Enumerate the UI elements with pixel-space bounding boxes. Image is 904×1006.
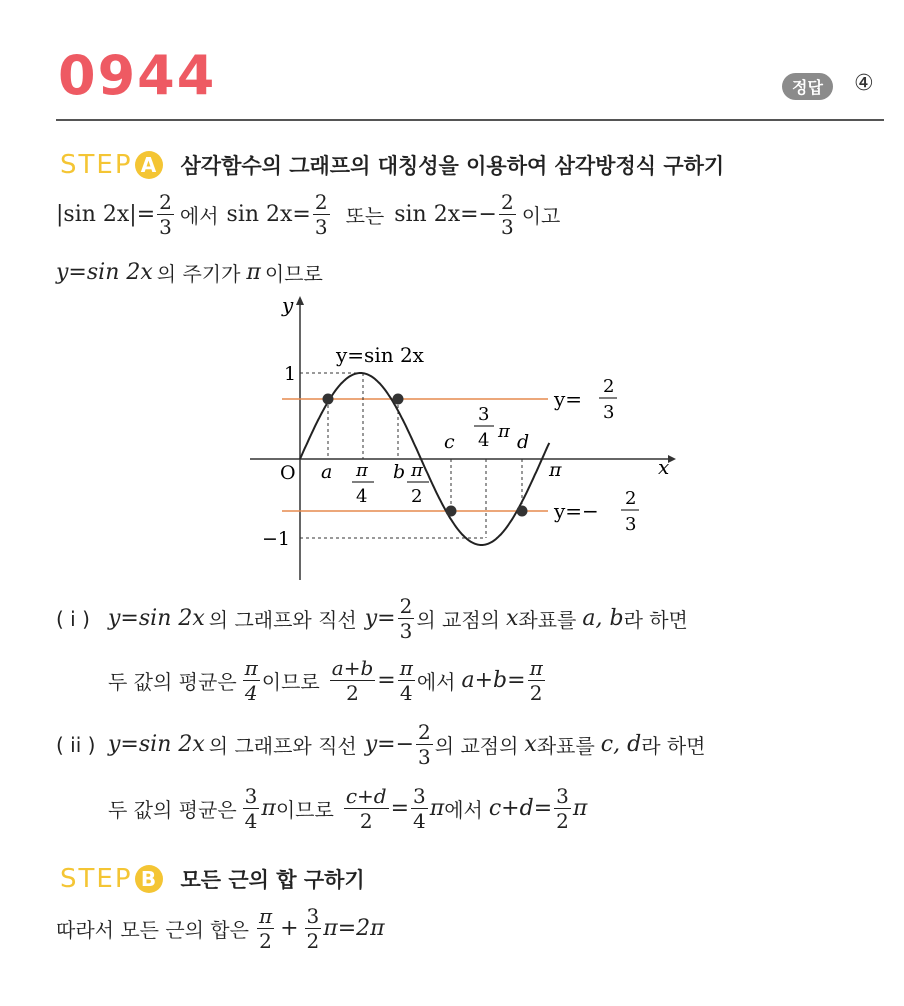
equation-line-2 [56, 258, 323, 287]
step-b-letter-icon: B [135, 865, 163, 893]
line-bottom-num: 2 [625, 488, 637, 509]
curve-label: y=sin 2x [336, 343, 424, 367]
line-bottom-label: y=− [554, 499, 599, 523]
answer-label-badge: 정답 [782, 73, 833, 100]
case-i-marker: ( i ) [56, 606, 90, 631]
case-i-fraction: $\frac{2}{3}$ [399, 594, 413, 643]
label-c: c [444, 431, 455, 453]
case-i-text3: 좌표를 [518, 608, 577, 632]
intersection-point-d [517, 506, 528, 517]
conclusion-line [56, 906, 385, 951]
case-i-text4: 라 하면 [623, 608, 688, 632]
case-ii-avg-fraction: $\frac{3}{4}$ [244, 784, 258, 833]
y-axis-arrow-icon [296, 296, 304, 305]
case-ii-sub-text3: 에서 [444, 798, 483, 822]
label-a: a [321, 461, 333, 483]
step-b-heading [60, 864, 365, 894]
step-a-title: 삼각함수의 그래프의 대칭성을 이용하여 삼각방정식 구하기 [180, 154, 725, 178]
case-ii-expr: y=sin 2x [108, 732, 205, 757]
line-top-num: 2 [603, 376, 615, 397]
case-i-equals: = [377, 668, 396, 693]
step-b-word: STEP [60, 864, 133, 894]
intersection-point-b [393, 394, 404, 405]
case-ii-final-pi: π [572, 796, 588, 821]
equation-line-1 [56, 192, 560, 237]
step-a-letter-icon: A [135, 151, 163, 179]
case-i-xvar: x [505, 606, 519, 631]
case-ii-line-expr: y=− [364, 732, 415, 757]
fraction-two-thirds: $\frac{2}{3}$ [314, 190, 328, 239]
conclusion-plus: + [280, 916, 299, 941]
conclusion-fraction-2: $\frac{3}{2}$ [306, 904, 320, 953]
conclusion-result: π=2π [323, 916, 385, 941]
case-ii-fraction: $\frac{2}{3}$ [418, 720, 431, 769]
abs-sin-expr: |sin 2x|= [56, 202, 156, 227]
line-top-den: 3 [603, 402, 615, 423]
case-ii-res-pi: π [429, 796, 445, 821]
pi-symbol: π [246, 260, 261, 285]
text-imeuro: 이므로 [264, 262, 323, 286]
case-ii-avg-pi: π [261, 796, 276, 821]
intersection-point-c [446, 506, 457, 517]
case-ii-text4: 라 하면 [641, 734, 706, 758]
sin-eq-negative: sin 2x=− [394, 202, 497, 227]
step-a-heading [60, 150, 724, 180]
label-d: d [517, 431, 530, 453]
case-i-line-expr: y= [364, 606, 396, 631]
case-ii-equals: = [390, 796, 410, 821]
case-i-sub-text1: 두 값의 평균은 [108, 670, 237, 694]
text-eseo: 에서 [179, 204, 219, 228]
sin-eq-positive: sin 2x= [226, 202, 311, 227]
case-i-text1: 의 그래프와 직선 [208, 608, 357, 632]
case-i-vars: a, b [582, 606, 624, 631]
tick-label-one: 1 [284, 363, 297, 385]
case-i-avg-fraction: $\frac{\pi}{4}$ [244, 656, 258, 705]
case-ii-xvar: x [524, 732, 537, 757]
case-ii-text2: 의 교점의 [434, 734, 519, 758]
case-i-sum-fraction: $\frac{a+b}{2}$ [331, 656, 374, 705]
label-b: b [393, 461, 406, 483]
case-i-text2: 의 교점의 [416, 608, 500, 632]
case-i-line [56, 596, 688, 641]
case-i-sub-text3: 에서 [416, 670, 456, 694]
case-i-sub-text2: 이므로 [261, 670, 320, 694]
case-i-expr: y=sin 2x [108, 606, 205, 631]
y-axis-label: y [282, 293, 294, 317]
case-i-final-lhs: a+b= [461, 668, 526, 693]
fraction-two-thirds: $\frac{2}{3}$ [159, 190, 172, 239]
case-ii-text3: 좌표를 [536, 734, 595, 758]
function-expr: y=sin 2x [56, 260, 153, 285]
case-ii-line [56, 722, 706, 767]
case-ii-final-lhs: c+d= [488, 796, 553, 821]
tick-three-quarter-num: 3 [478, 404, 490, 425]
origin-label: O [280, 462, 296, 484]
line-bottom-den: 3 [625, 514, 637, 535]
problem-number: 0944 [58, 44, 217, 107]
intersection-point-a [323, 394, 334, 405]
case-i-average-line [108, 658, 547, 703]
case-ii-sum-fraction: $\frac{c+d}{2}$ [345, 784, 387, 833]
tick-label-neg-one: −1 [262, 528, 291, 550]
case-ii-text1: 의 그래프와 직선 [208, 734, 357, 758]
case-ii-marker: ( ii ) [56, 732, 96, 757]
case-i-res-fraction: $\frac{\pi}{4}$ [399, 656, 413, 705]
tick-pi-over-2-den: 2 [411, 486, 423, 507]
line-top-label: y= [554, 387, 583, 411]
tick-pi-over-2-num: π [411, 460, 423, 481]
case-ii-vars: c, d [600, 732, 642, 757]
answer-value: ④ [854, 71, 874, 96]
case-ii-sub-text2: 이므로 [275, 798, 334, 822]
sine-graph [240, 292, 690, 592]
tick-pi-over-4-den: 4 [356, 486, 368, 507]
case-ii-res-fraction: $\frac{3}{4}$ [413, 784, 426, 833]
tick-pi: π [549, 459, 562, 481]
conclusion-text: 따라서 모든 근의 합은 [56, 918, 249, 942]
tick-three-quarter-pi: π [498, 421, 510, 442]
case-ii-average-line [108, 786, 587, 831]
case-ii-sub-text1: 두 값의 평균은 [108, 798, 237, 822]
text-period: 의 주기가 [156, 262, 241, 286]
case-ii-final-fraction: $\frac{3}{2}$ [556, 784, 569, 833]
step-b-title: 모든 근의 합 구하기 [180, 868, 365, 892]
text-ttoneun: 또는 [345, 204, 385, 228]
fraction-two-thirds: $\frac{2}{3}$ [501, 190, 514, 239]
conclusion-fraction-1: $\frac{\pi}{2}$ [258, 904, 273, 953]
tick-three-quarter-den: 4 [478, 430, 490, 451]
x-axis-label: x [658, 455, 670, 479]
tick-pi-over-4-num: π [356, 460, 368, 481]
text-igo: 이고 [521, 204, 561, 228]
step-a-word: STEP [60, 150, 133, 180]
header-divider [56, 119, 884, 121]
case-i-final-fraction: $\frac{\pi}{2}$ [529, 656, 543, 705]
